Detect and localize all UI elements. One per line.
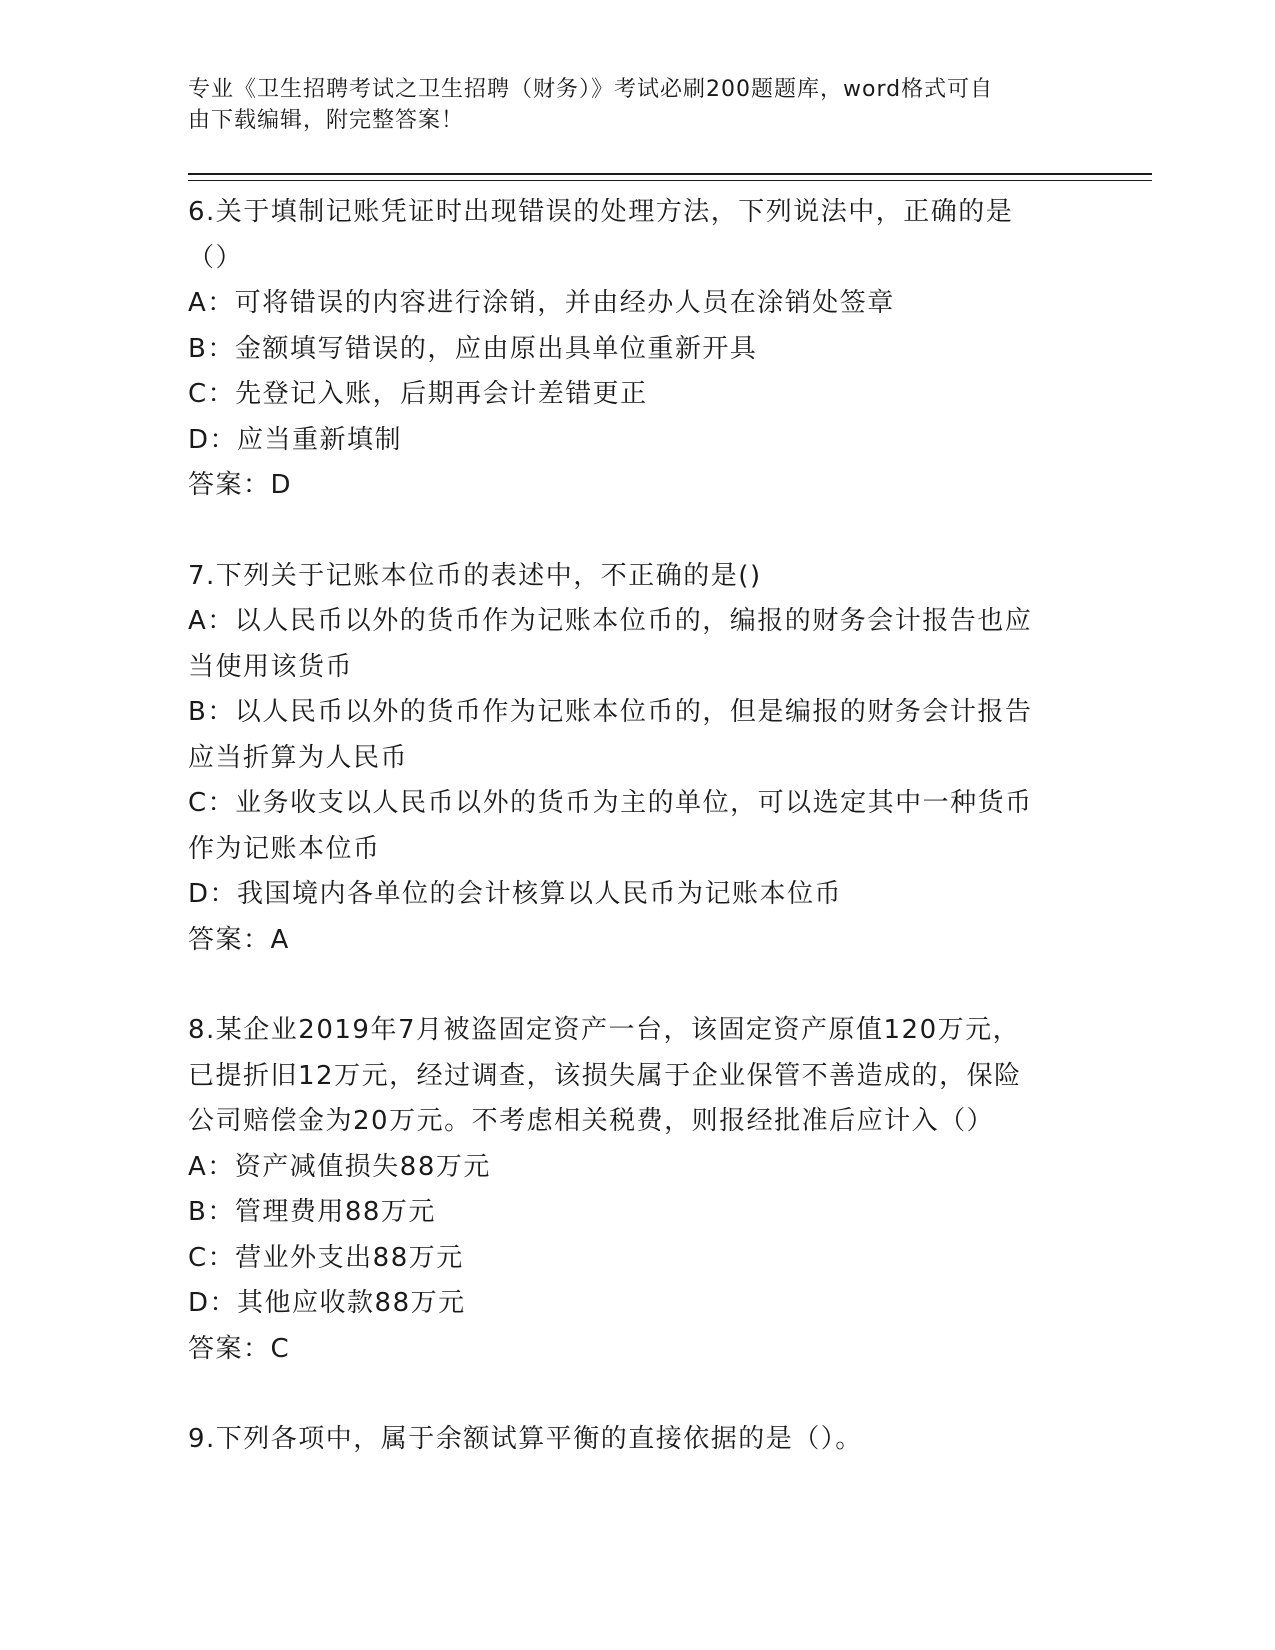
- option-b: B：管理费用88万元: [188, 1197, 436, 1227]
- header-line-1: 专业《卫生招聘考试之卫生招聘（财务）》考试必刷200题题库，word格式可自: [188, 77, 994, 102]
- question-stem-line: （）: [188, 242, 244, 273]
- question-6: [188, 190, 1068, 509]
- question-7: [188, 554, 1068, 964]
- option-c: C：先登记入账，后期再会计差错更正: [188, 379, 648, 409]
- header-rule-thin: [188, 180, 1152, 181]
- spacer: [188, 1372, 1068, 1417]
- option-c: C：营业外支出88万元: [188, 1242, 464, 1273]
- header-rule-thick: [188, 173, 1152, 175]
- option-b: B：以人民币以外的货币作为记账本位币的，但是编报的财务会计报告: [188, 697, 1033, 727]
- question-list: [188, 190, 1068, 1463]
- answer-line: 答案：C: [188, 1333, 291, 1364]
- option-a: A：以人民币以外的货币作为记账本位币的，编报的财务会计报告也应: [188, 606, 1033, 636]
- option-d: D：我国境内各单位的会计核算以人民币为记账本位币: [188, 879, 843, 909]
- option-d: D：其他应收款88万元: [188, 1288, 466, 1318]
- option-a: A：可将错误的内容进行涂销，并由经办人员在涂销处签章: [188, 288, 895, 318]
- question-stem-line: 6.关于填制记账凭证时出现错误的处理方法，下列说法中，正确的是: [188, 197, 1014, 227]
- answer-line: 答案：D: [188, 470, 293, 500]
- option-b-continued: 应当折算为人民币: [188, 742, 409, 773]
- question-stem-line: 9.下列各项中，属于余额试算平衡的直接依据的是（）。: [188, 1424, 863, 1454]
- option-c: C：业务收支以人民币以外的货币为主的单位，可以选定其中一种货币: [188, 788, 1033, 818]
- spacer: [188, 963, 1068, 1008]
- header-line-2: 由下载编辑，附完整答案！: [188, 108, 465, 133]
- question-stem-line: 8.某企业2019年7月被盗固定资产一台，该固定资产原值120万元，: [188, 1015, 1021, 1045]
- question-stem-line: 已提折旧12万元，经过调查，该损失属于企业保管不善造成的，保险: [188, 1060, 1022, 1091]
- option-d: D：应当重新填制: [188, 424, 403, 455]
- question-stem-line: 公司赔偿金为20万元。不考虑相关税费，则报经批准后应计入（）: [188, 1106, 995, 1136]
- option-a-continued: 当使用该货币: [188, 651, 354, 682]
- option-a: A：资产减值损失88万元: [188, 1151, 491, 1182]
- question-stem-line: 7.下列关于记账本位币的表述中，不正确的是(): [188, 560, 762, 591]
- answer-line: 答案：A: [188, 924, 290, 955]
- document-header: [188, 74, 1068, 136]
- question-8: [188, 1008, 1068, 1372]
- option-c-continued: 作为记账本位币: [188, 833, 381, 864]
- option-b: B：金额填写错误的，应由原出具单位重新开具: [188, 333, 758, 364]
- spacer: [188, 509, 1068, 554]
- question-9: [188, 1417, 1068, 1463]
